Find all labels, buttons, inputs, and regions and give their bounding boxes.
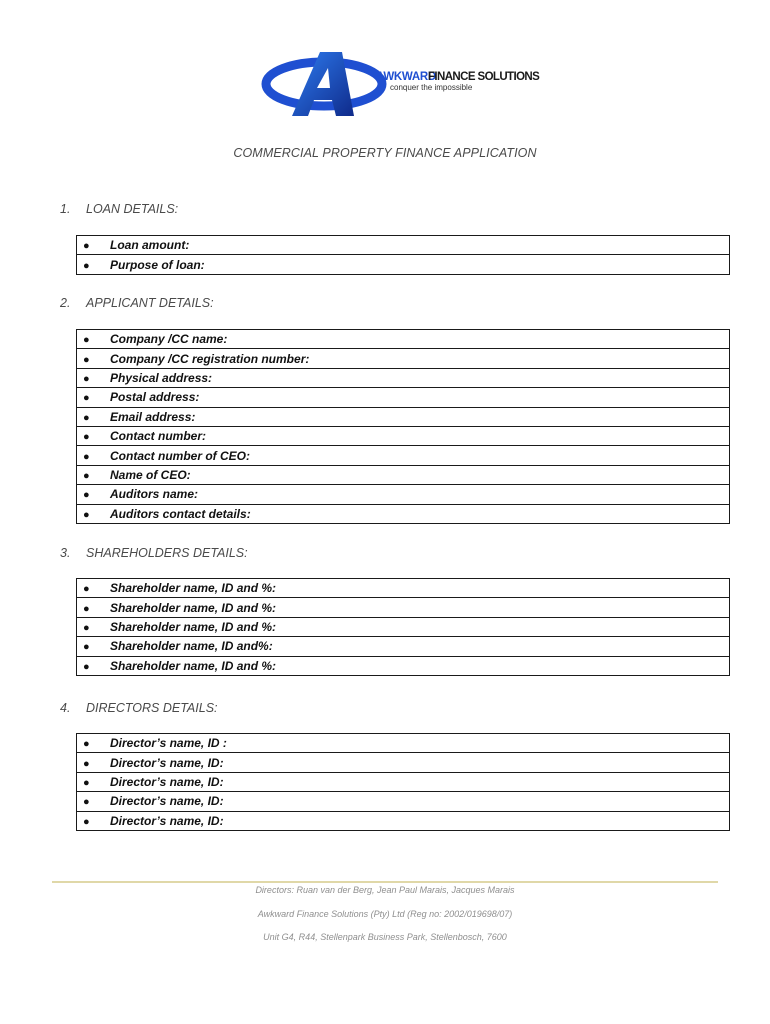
field-label: Director’s name, ID: (110, 813, 224, 828)
field-label: Shareholder name, ID and%: (110, 639, 273, 654)
section-title: SHAREHOLDERS DETAILS: (86, 546, 248, 560)
bullet-icon: ● (83, 334, 90, 347)
field-label: Director’s name, ID: (110, 755, 224, 770)
field-label: Shareholder name, ID and %: (110, 600, 277, 615)
field-label: Auditors contact details: (110, 506, 251, 521)
table-row[interactable] (77, 446, 730, 465)
bullet-icon: ● (83, 392, 90, 405)
bullet-icon: ● (83, 738, 90, 751)
shareholders-details-table (76, 578, 730, 676)
table-row[interactable] (77, 255, 730, 274)
company-logo (262, 50, 540, 120)
section-number: 2. (60, 296, 71, 310)
section-number: 4. (60, 701, 71, 715)
section-number: 1. (60, 202, 71, 216)
table-row[interactable] (77, 388, 730, 407)
logo-brand-right: FINANCE SOLUTIONS (428, 71, 540, 83)
table-row[interactable] (77, 656, 730, 675)
bullet-icon: ● (83, 660, 90, 673)
directors-details-table (76, 733, 730, 831)
field-label: Auditors name: (110, 487, 199, 502)
field-label: Company /CC name: (110, 332, 228, 347)
field-label: Director’s name, ID: (110, 774, 224, 789)
table-row[interactable] (77, 598, 730, 617)
logo-tagline: conquer the impossible (390, 83, 473, 92)
applicant-details-table (76, 329, 730, 524)
table-row[interactable] (77, 617, 730, 636)
section-heading-loan-details (60, 202, 178, 216)
table-row[interactable] (77, 504, 730, 523)
field-label: Postal address: (110, 390, 200, 405)
table-row[interactable] (77, 349, 730, 368)
footer-directors: Directors: Ruan van der Berg, Jean Paul Marais, Jacques Marais (255, 885, 515, 895)
bullet-icon: ● (83, 796, 90, 809)
bullet-icon: ● (83, 621, 90, 634)
table-row[interactable] (77, 330, 730, 349)
bullet-icon: ● (83, 353, 90, 366)
bullet-icon: ● (83, 776, 90, 789)
bullet-icon: ● (83, 372, 90, 385)
table-row[interactable] (77, 465, 730, 484)
table-row[interactable] (77, 368, 730, 387)
bullet-icon: ● (83, 641, 90, 654)
table-row[interactable] (77, 753, 730, 772)
field-label: Shareholder name, ID and %: (110, 619, 277, 634)
section-title: DIRECTORS DETAILS: (86, 701, 218, 715)
table-row[interactable] (77, 811, 730, 830)
field-label: Contact number: (110, 429, 206, 444)
bullet-icon: ● (83, 508, 90, 521)
bullet-icon: ● (83, 815, 90, 828)
document-title: COMMERCIAL PROPERTY FINANCE APPLICATION (233, 146, 537, 160)
field-label: Name of CEO: (110, 467, 191, 482)
section-heading-directors-details (60, 701, 218, 715)
footer-company-registration: Awkward Finance Solutions (Pty) Ltd (Reg no: 2002/019698/07) (257, 909, 513, 919)
bullet-icon: ● (83, 431, 90, 444)
field-label: Company /CC registration number: (110, 351, 310, 366)
field-label: Email address: (110, 409, 196, 424)
field-label: Director’s name, ID: (110, 794, 224, 809)
field-label: Physical address: (110, 370, 213, 385)
footer-address: Unit G4, R44, Stellenpark Business Park, Stellenbosch, 7600 (263, 932, 507, 942)
bullet-icon: ● (83, 602, 90, 615)
table-row[interactable] (77, 407, 730, 426)
field-label: Purpose of loan: (110, 257, 205, 272)
table-row[interactable] (77, 485, 730, 504)
table-row[interactable] (77, 426, 730, 445)
section-number: 3. (60, 546, 71, 560)
footer-divider (52, 881, 718, 883)
field-label: Contact number of CEO: (110, 448, 250, 463)
field-label: Shareholder name, ID and %: (110, 658, 277, 673)
table-row[interactable] (77, 236, 730, 255)
field-label: Shareholder name, ID and %: (110, 581, 277, 596)
bullet-icon: ● (83, 259, 90, 272)
table-row[interactable] (77, 637, 730, 656)
bullet-icon: ● (83, 411, 90, 424)
section-title: LOAN DETAILS: (86, 202, 179, 216)
section-title: APPLICANT DETAILS: (86, 296, 214, 310)
table-row[interactable] (77, 792, 730, 811)
bullet-icon: ● (83, 583, 90, 596)
bullet-icon: ● (83, 450, 90, 463)
table-row[interactable] (77, 734, 730, 753)
bullet-icon: ● (83, 469, 90, 482)
bullet-icon: ● (83, 757, 90, 770)
bullet-icon: ● (83, 240, 90, 253)
section-heading-applicant-details (60, 296, 214, 310)
field-label: Loan amount: (110, 238, 190, 253)
logo-brand-left: AWKWARD (376, 71, 436, 83)
loan-details-table (76, 235, 730, 275)
table-row[interactable] (77, 772, 730, 791)
bullet-icon: ● (83, 489, 90, 502)
section-heading-shareholders-details (60, 546, 248, 560)
table-row[interactable] (77, 579, 730, 598)
field-label: Director’s name, ID : (110, 736, 227, 751)
